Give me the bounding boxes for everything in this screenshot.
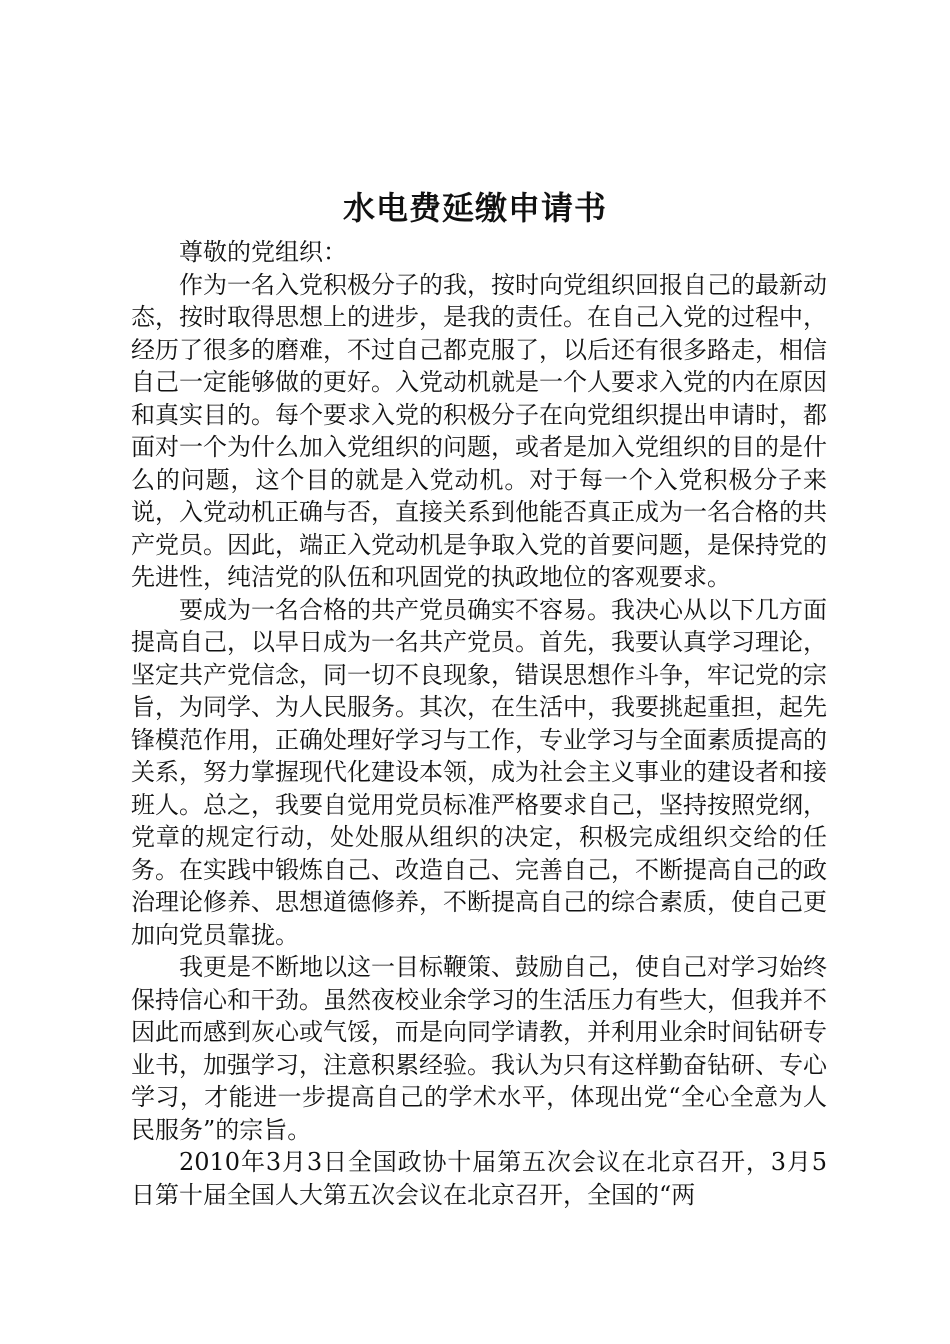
paragraph-resolution: 要成为一名合格的共产党员确实不容易。我决心从以下几方面提高自己，以早日成为一名共产党员。首先，我要认真学习理论，坚定共产党信念，同一切不良现象，错误思想作斗争，牢记党的宗旨，为同学、为人民服务。其次，在生活中，我要挑起重担，起先锋模范作用，正确处理好学习与工作，专业学习与全面素质提高的关系，努力掌握现代化建设本领，成为社会主义事业的建设者和接班人。总之，我要自觉用党员标准严格要求自己，坚持按照党纲，党章的规定行动，处处服从组织的决定，积极完成组织交给的任务。在实践中锻炼自己、改造自己、完善自己，不断提高自己的政治理论修养、思想道德修养，不断提高自己的综合素质，使自己更加向党员靠拢。: [131, 595, 827, 949]
document-title: 水电费延缴申请书: [342, 189, 607, 227]
document-body: [131, 236, 827, 1211]
paragraph-congress: 2010年3月3日全国政协十届第五次会议在北京召开，3月5日第十届全国人大第五次会议在北京召开，全国的“两: [131, 1148, 827, 1209]
paragraph-study: 我更是不断地以这一目标鞭策、鼓励自己，使自己对学习始终保持信心和干劲。虽然夜校业余学习的生活压力有些大，但我并不因此而感到灰心或气馁，而是向同学请教，并利用业余时间钻研专业书，加强学习，注意积累经验。我认为只有这样勤奋钻研、专心学习，才能进一步提高自己的学术水平，体现出党“全心全意为人民服务”的宗旨。: [131, 953, 827, 1144]
salutation: 尊敬的党组织：: [179, 238, 347, 266]
paragraph-motivation: 作为一名入党积极分子的我，按时向党组织回报自己的最新动态，按时取得思想上的进步，是我的责任。在自己入党的过程中，经历了很多的磨难，不过自己都克服了，以后还有很多路走，相信自己一定能够做的更好。入党动机就是一个人要求入党的内在原因和真实目的。每个要求入党的积极分子在向党组织提出申请时，都面对一个为什么加入党组织的问题，或者是加入党组织的目的是什么的问题，这个目的就是入党动机。对于每一个入党积极分子来说，入党动机正确与否，直接关系到他能否真正成为一名合格的共产党员。因此，端正入党动机是争取入党的首要问题，是保持党的先进性，纯洁党的队伍和巩固党的执政地位的客观要求。: [131, 270, 827, 591]
